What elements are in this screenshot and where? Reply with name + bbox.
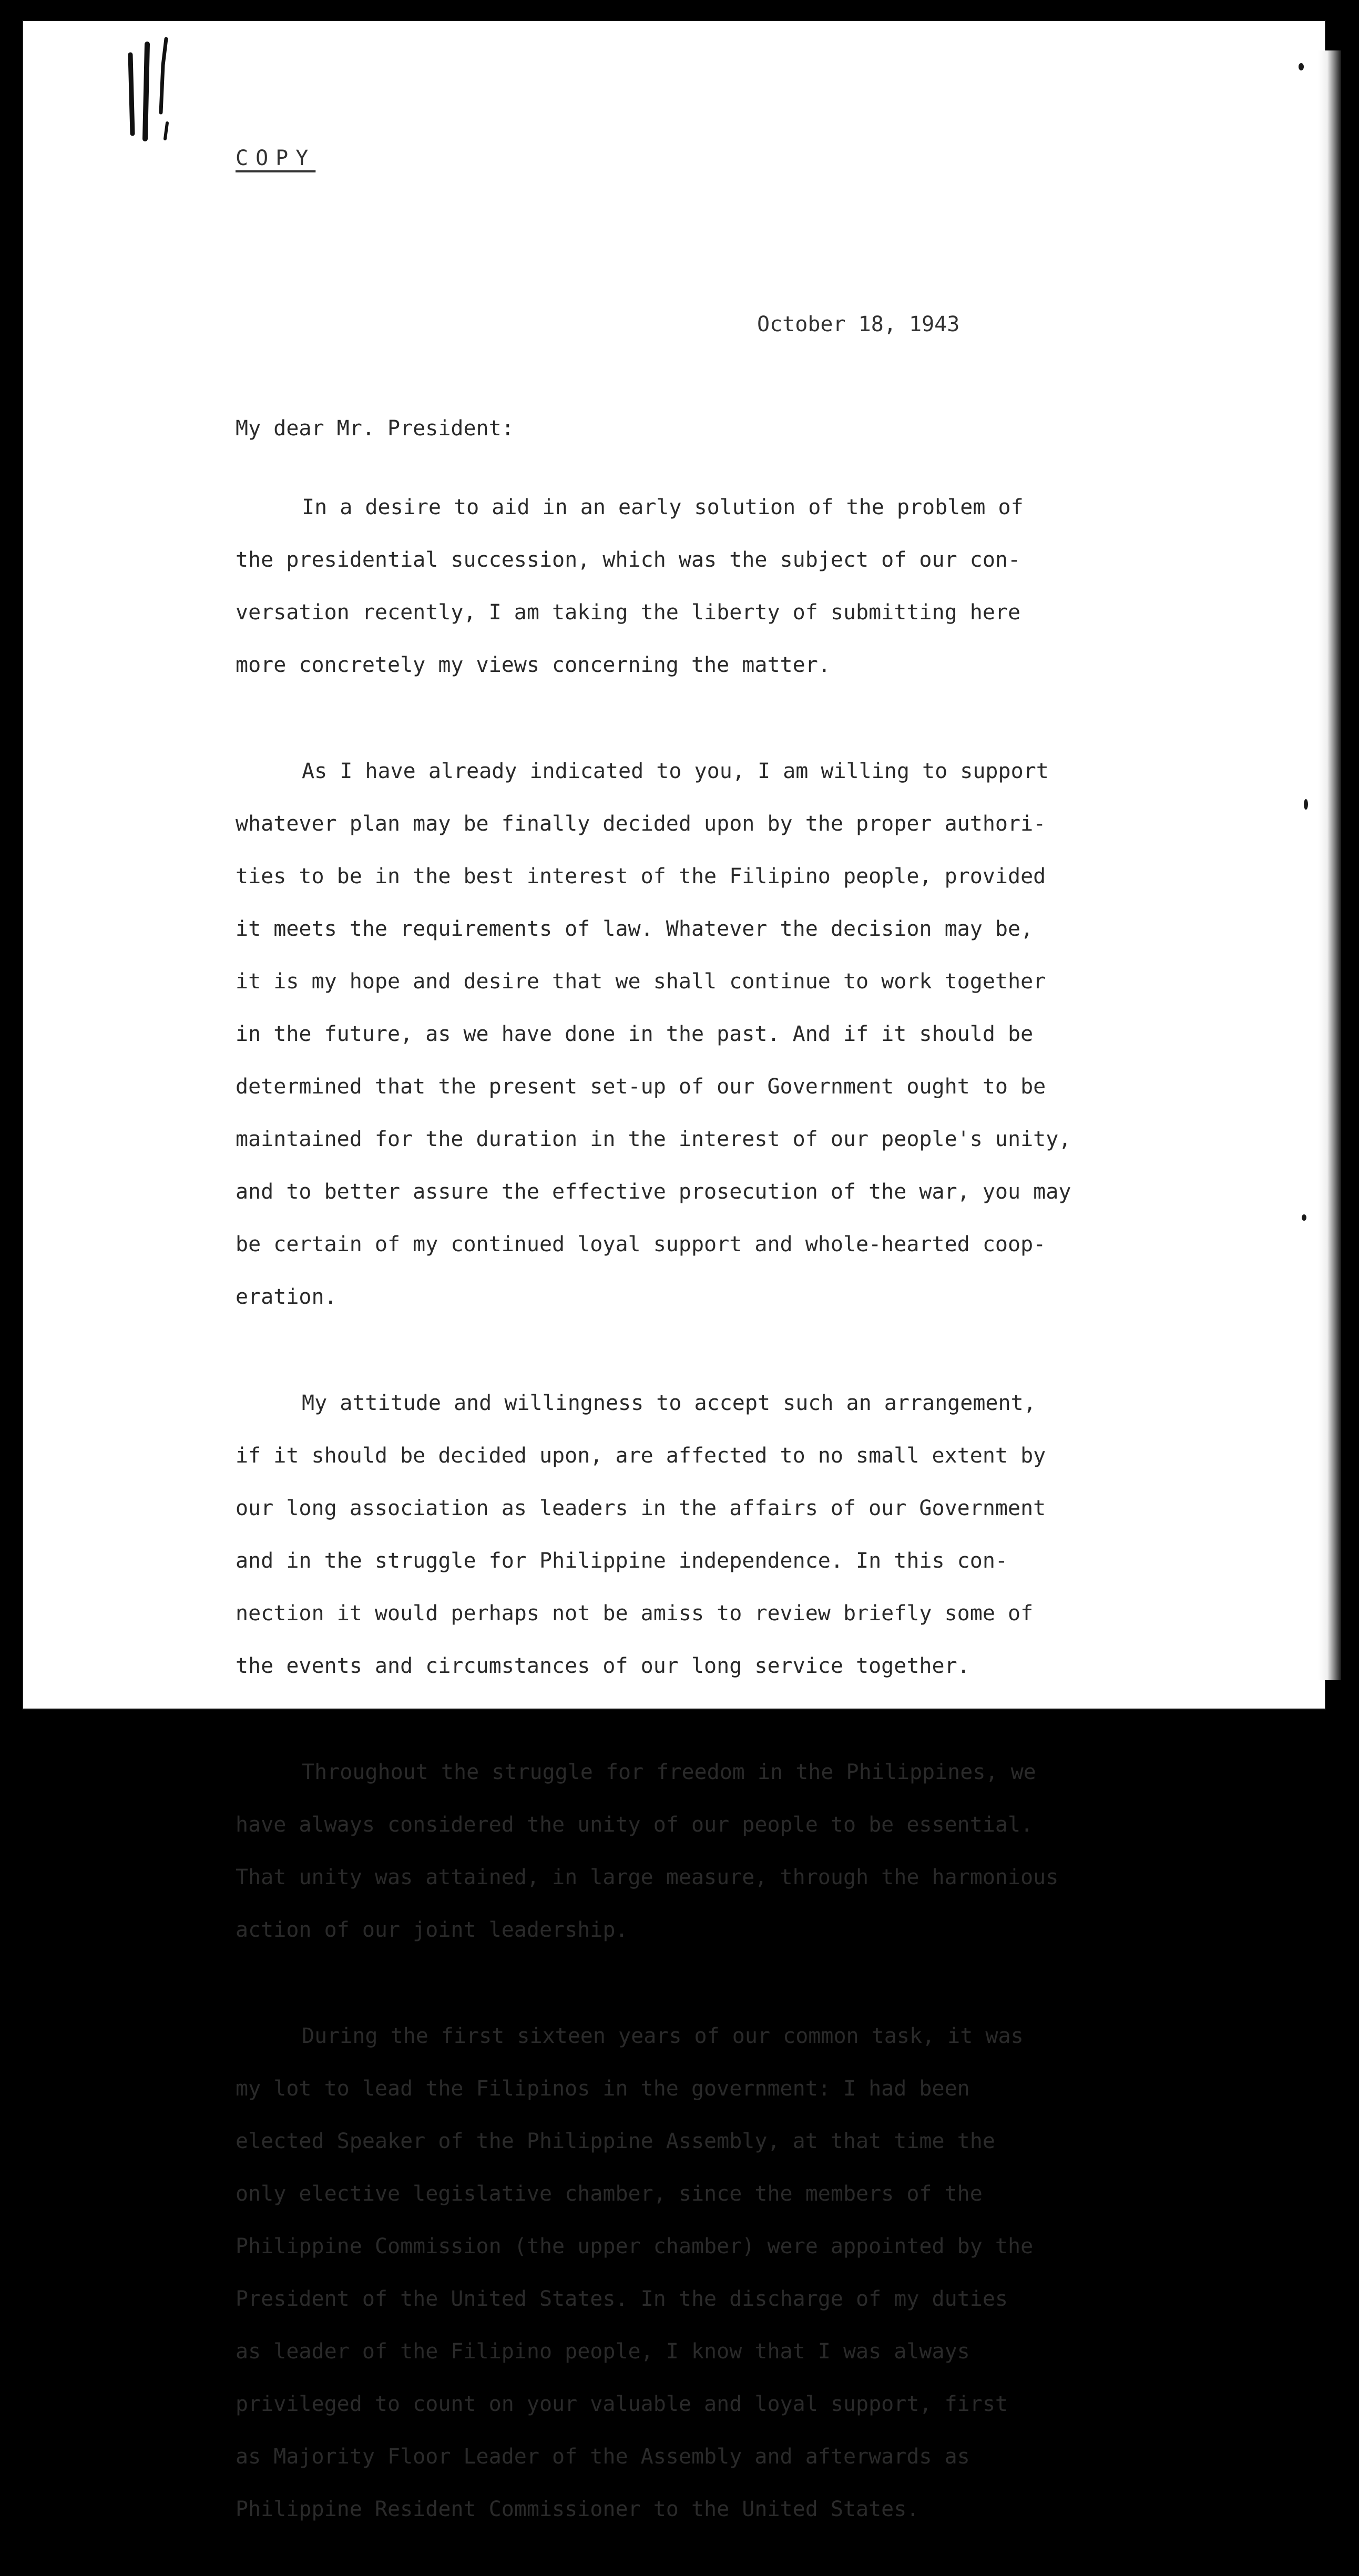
scan-speck	[1302, 1214, 1306, 1221]
text-line: it meets the requirements of law. Whatever the decision may be,	[236, 917, 1034, 941]
text-line: Throughout the struggle for freedom in the Philippines, we	[302, 1760, 1036, 1784]
text-line: and in the struggle for Philippine independence. In this con-	[236, 1549, 1008, 1573]
text-line: it is my hope and desire that we shall continue to work together	[236, 969, 1046, 994]
text-line: and to better assure the effective prosecution of the war, you may	[236, 1180, 1071, 1204]
text-line: My attitude and willingness to accept such an arrangement,	[302, 1391, 1036, 1415]
scan-speck	[1299, 63, 1304, 70]
text-line: Philippine Commission (the upper chamber) were appointed by the	[236, 2234, 1034, 2258]
text-line: have always considered the unity of our people to be essential.	[236, 1813, 1034, 1837]
text-line: In a desire to aid in an early solution of the problem of	[302, 495, 1024, 519]
letter-date: October 18, 1943	[757, 312, 960, 336]
text-line: in the future, as we have done in the past. And if it should be	[236, 1022, 1034, 1046]
text-line: President of the United States. In the discharge of my duties	[236, 2287, 1008, 2311]
text-line: As I have already indicated to you, I am willing to support	[302, 759, 1049, 783]
text-line: our long association as leaders in the affairs of our Government	[236, 1496, 1046, 1520]
handwritten-margin-mark	[115, 34, 183, 149]
text-line: more concretely my views concerning the matter.	[236, 653, 831, 677]
text-line: That unity was attained, in large measure, through the harmonious	[236, 1865, 1059, 1889]
letter-body	[236, 468, 1108, 2576]
text-line: my lot to lead the Filipinos in the government: I had been	[236, 2077, 970, 2101]
text-line: determined that the present set-up of our Government ought to be	[236, 1075, 1046, 1099]
text-line: versation recently, I am taking the liberty of submitting here	[236, 600, 1021, 625]
text-line: be certain of my continued loyal support and whole-hearted coop-	[236, 1232, 1046, 1256]
text-line: elected Speaker of the Philippine Assembly, at that time the	[236, 2129, 995, 2153]
copy-label: COPY	[236, 146, 316, 170]
salutation: My dear Mr. President:	[236, 416, 514, 441]
text-line: only elective legislative chamber, since the members of the	[236, 2182, 983, 2206]
paragraph-3	[236, 1364, 1108, 1705]
text-line: action of our joint leadership.	[236, 1918, 628, 1942]
text-line: During the first sixteen years of our common task, it was	[302, 2024, 1024, 2048]
paper-edge-shadow	[1318, 50, 1341, 1680]
scan-speck	[1304, 799, 1308, 810]
text-line: the presidential succession, which was the subject of our con-	[236, 548, 1021, 572]
paragraph-2	[236, 732, 1108, 1336]
text-line: whatever plan may be finally decided upon by the proper authori-	[236, 812, 1046, 836]
text-line: nection it would perhaps not be amiss to review briefly some of	[236, 1601, 1034, 1626]
text-line: as leader of the Filipino people, I know that I was always	[236, 2339, 970, 2364]
paragraph-4	[236, 1733, 1108, 1969]
paragraph-1	[236, 468, 1108, 704]
text-line: privileged to count on your valuable and loyal support, first	[236, 2392, 1008, 2416]
text-line: ties to be in the best interest of the Filipino people, provided	[236, 864, 1046, 888]
text-line: if it should be decided upon, are affected to no small extent by	[236, 1444, 1046, 1468]
text-line: as Majority Floor Leader of the Assembly and afterwards as	[236, 2445, 970, 2469]
text-line: the events and circumstances of our long service together.	[236, 1654, 970, 1678]
text-line: eration.	[236, 1285, 337, 1309]
text-line: Philippine Resident Commissioner to the United States.	[236, 2497, 919, 2521]
paragraph-5	[236, 1997, 1108, 2549]
text-line: maintained for the duration in the interest of our people's unity,	[236, 1127, 1071, 1151]
